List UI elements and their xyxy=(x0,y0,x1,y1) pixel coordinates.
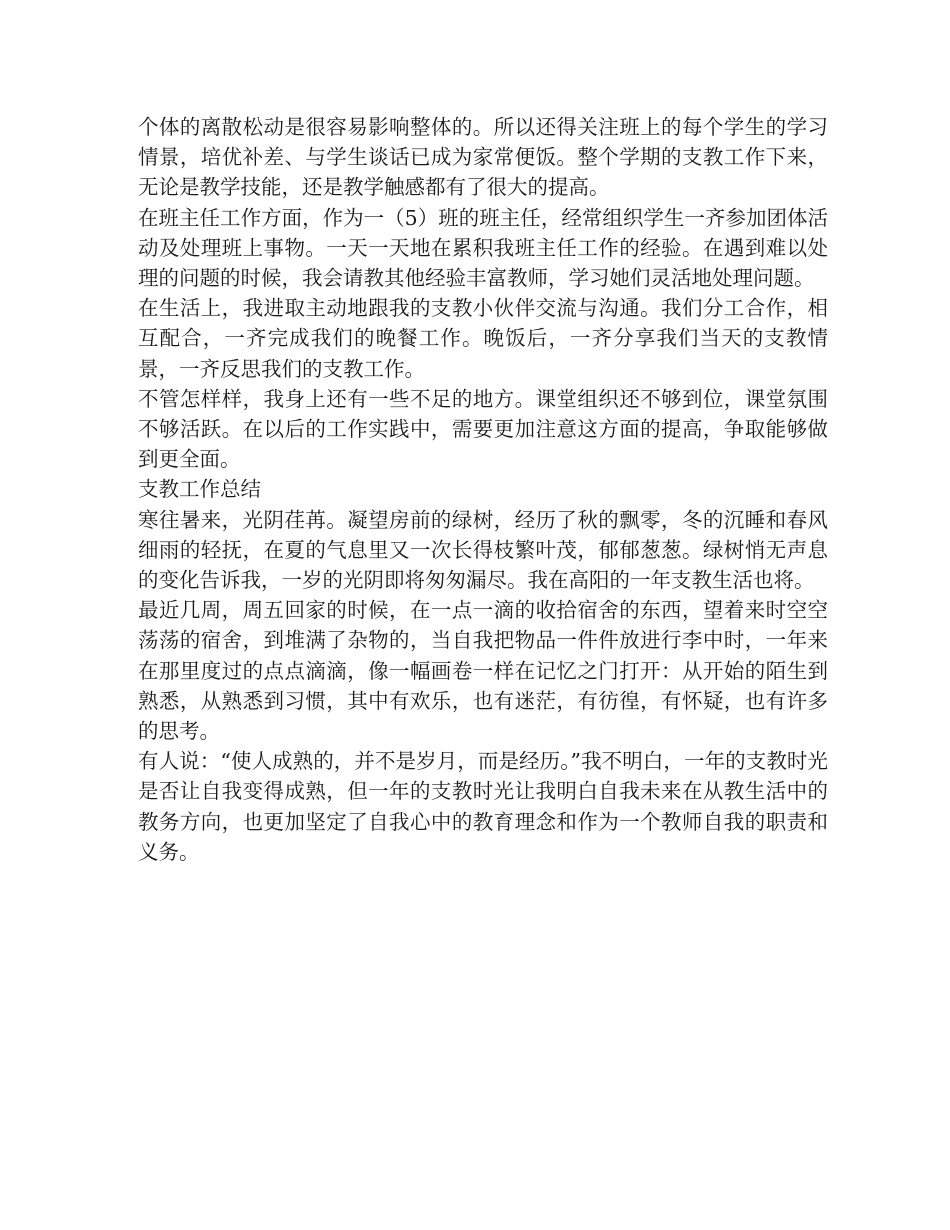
section-paragraph-1: 寒往暑来，光阴荏苒。凝望房前的绿树，经历了秋的飘零，冬的沉睡和春风细雨的轻抚，在夏的气息里又一次长得枝繁叶茂，郁郁葱葱。绿树悄无声息的变化告诉我，一岁的光阴即将匆匆漏尽。我在高阳的一年支教生活也将。 xyxy=(138,507,828,593)
paragraph-3: 在生活上，我进取主动地跟我的支教小伙伴交流与沟通。我们分工合作，相互配合，一齐完成我们的晚餐工作。晚饭后，一齐分享我们当天的支教情景，一齐反思我们的支教工作。 xyxy=(138,296,828,381)
section-title: 支教工作总结 xyxy=(138,477,261,502)
section-paragraph-2: 最近几周，周五回家的时候，在一点一滴的收拾宿舍的东西，望着来时空空荡荡的宿舍，到堆满了杂物的，当自我把物品一件件放进行李中时，一年来在那里度过的点点滴滴，像一幅画卷一样在记忆之门打开：从开始的陌生到熟悉，从熟悉到习惯，其中有欢乐，也有迷茫，有彷徨，有怀疑，也有许多的思考。 xyxy=(138,598,828,744)
section-paragraph-3: 有人说：“使人成熟的，并不是岁月，而是经历。”我不明白，一年的支教时光是否让自我变得成熟，但一年的支教时光让我明白自我未来在从教生活中的教务方向，也更加坚定了自我心中的教育理念和作为一个教师自我的职责和义务。 xyxy=(138,749,828,864)
document-page xyxy=(138,112,828,867)
paragraph-1: 个体的离散松动是很容易影响整体的。所以还得关注班上的每个学生的学习情景，培优补差、与学生谈话已成为家常便饭。整个学期的支教工作下来，无论是教学技能，还是教学触感都有了很大的提高。 xyxy=(138,115,828,200)
paragraph-4: 不管怎样样，我身上还有一些不足的地方。课堂组织还不够到位，课堂氛围不够活跃。在以后的工作实践中，需要更加注意这方面的提高，争取能够做到更全面。 xyxy=(138,386,828,472)
paragraph-2: 在班主任工作方面，作为一（5）班的班主任，经常组织学生一齐参加团体活动及处理班上事物。一天一天地在累积我班主任工作的经验。在遇到难以处理的问题的时候，我会请教其他经验丰富教师，学习她们灵活地处理问题。 xyxy=(138,205,828,291)
